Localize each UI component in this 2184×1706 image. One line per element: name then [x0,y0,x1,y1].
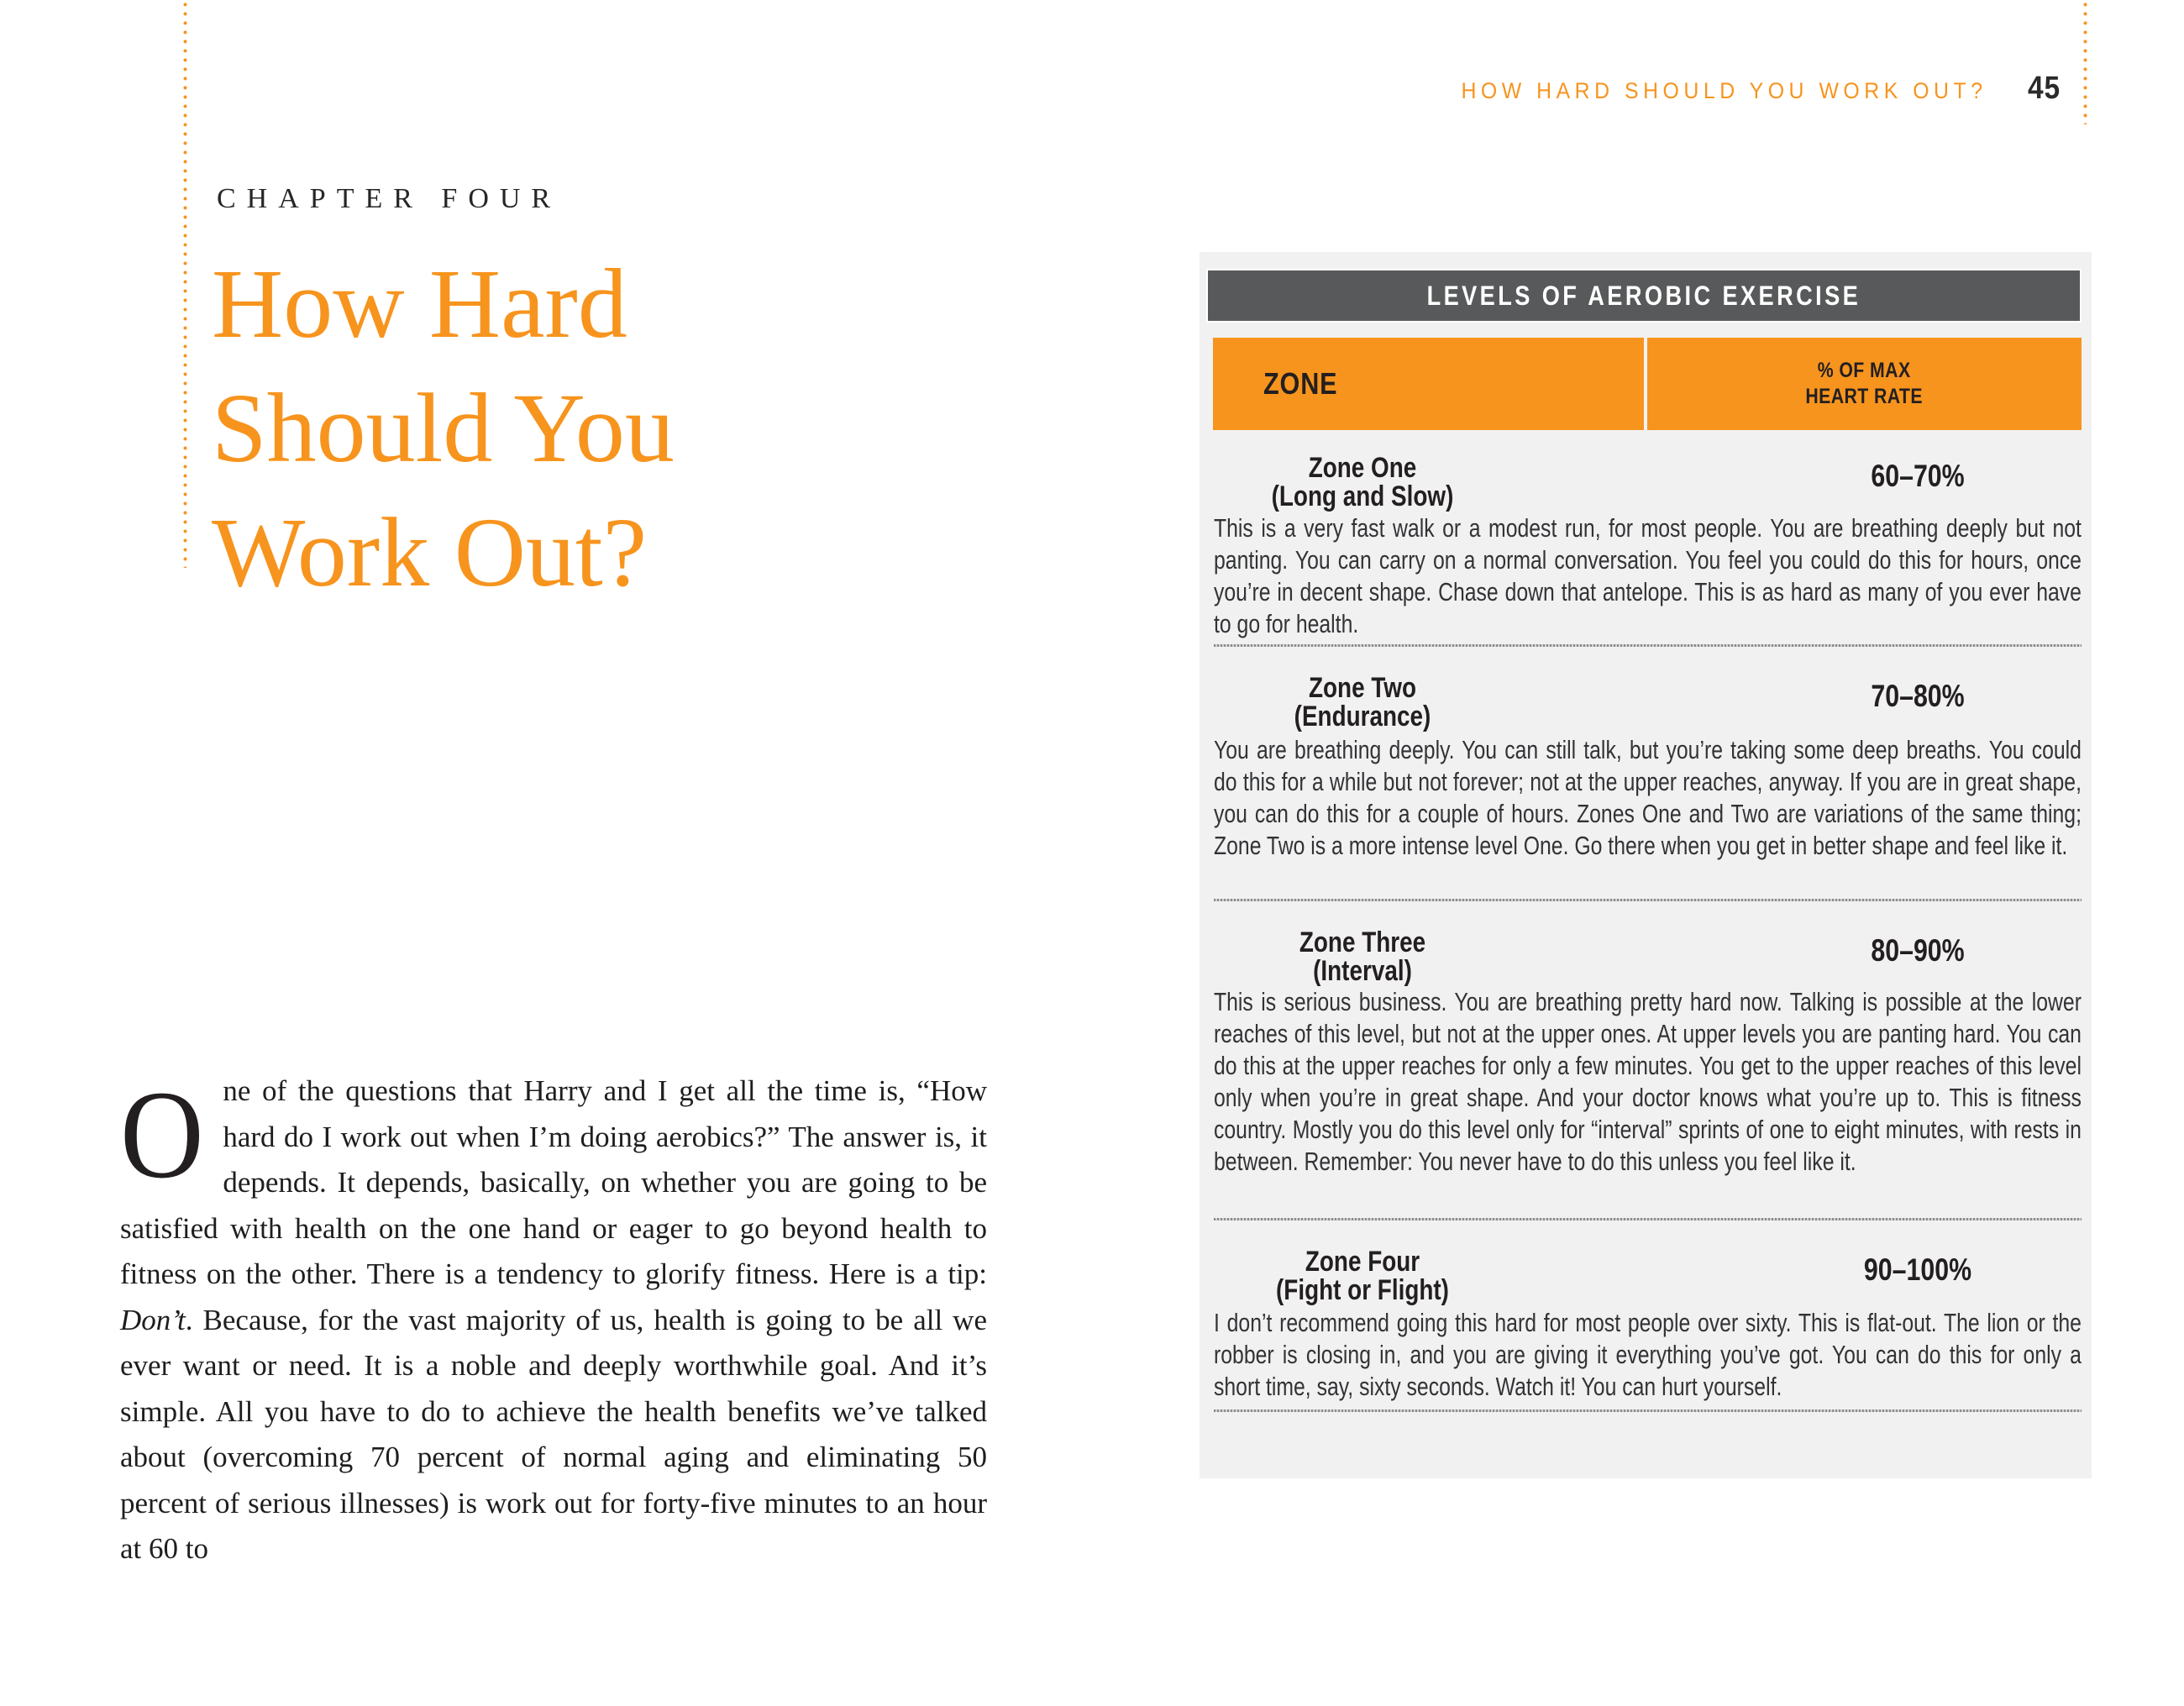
aerobic-levels-table [1200,252,2092,1478]
chapter-title-line-3: Work Out? [212,497,648,607]
table-row-zone-four-heading [1214,1247,2082,1304]
header-dotted-rule [2083,0,2087,124]
running-header [1008,71,2065,107]
zone-one-name [1241,454,1484,511]
zone-sub-line: (Long and Slow) [1271,480,1454,512]
zone-four-pct: 90–100% [1863,1252,1972,1287]
row-divider [1214,1218,2082,1220]
column-header-zone [1213,338,1644,430]
zone-four-description: I don’t recommend going this hard for most people over sixty. This is flat-out. The lion or the robber is closing in, and you are giving it everything you’ve got. You can do this for only a short time, say, sixty seconds. Watch it! You can hurt yourself. [1214,1308,2082,1401]
paragraph-text-before: ne of the questions that Harry and I get all the time is, “How hard do I work out when I’m doing aerobics?” The answer is, it depends. It depends, basically, on whether you are going to be satisfied with health on the one hand or eager to go beyond health to fitness on the other. There is a tendency to glorify fitness. Here is a tip: [120,1074,987,1290]
zone-name-line: Zone One [1308,452,1417,484]
zone-sub-line: (Fight or Flight) [1276,1274,1449,1306]
drop-cap: O [120,1065,204,1205]
chapter-title-line-1: How Hard [212,249,627,359]
table-row-zone-one-heading [1214,454,2082,511]
chapter-label: CHAPTER FOUR [217,183,562,214]
zone-name-line: Zone Three [1299,926,1426,958]
zone-name-line: Zone Two [1308,672,1417,704]
zone-one-pct: 60–70% [1871,459,1965,493]
column-header-zone-label: ZONE [1263,366,1338,401]
row-divider [1214,1409,2082,1412]
zone-two-description: You are breathing deeply. You can still talk, but you’re taking some deep breaths. You could do this for a while but not forever; not at the upper reaches, anyway. If you are in great shape, you can do this for a couple of hours. Zones One and Two are variations of the same thing; Zone Two is a more intense level One. Go there when you get in better shape and feel like it. [1214,735,2082,860]
zone-sub-line: (Interval) [1313,955,1412,987]
page-number: 45 [2027,71,2061,106]
zone-four-name [1241,1247,1484,1304]
pct-header-line-2: HEART RATE [1805,385,1924,408]
chapter-title [212,242,675,615]
column-header-max-heart-rate-label [1806,358,1924,410]
zone-name-line: Zone Four [1305,1246,1420,1278]
zone-three-description: This is serious business. You are breathing pretty hard now. Talking is possible at the lower reaches of this level, but not at the upper ones. At upper levels you are panting hard. You can do this at the upper reaches for only a few minutes. You get to the upper reaches of this level only when you’re in great shape. And your doctor knows what you’re up to. This is fitness country. Mostly you do this level only for “interval” sprints of one to eight minutes, with rests in between. Remember: You never have to do this unless you feel like it. [1214,987,2082,1176]
zone-one-description: This is a very fast walk or a modest run, for most people. You are breathing deeply but not panting. You can carry on a normal conversation. You feel you could do this for hours, once you’re in decent shape. Chase down that antelope. This is as hard as many of you ever have to go for health. [1214,513,2082,638]
zone-three-pct: 80–90% [1871,933,1965,968]
pct-header-line-1: % OF MAX [1818,359,1911,382]
zone-three-name [1241,928,1484,985]
running-header-title: HOW HARD SHOULD YOU WORK OUT? [1461,78,1987,103]
paragraph-text-after: . Because, for the vast majority of us, health is going to be all we ever want or need. It is a noble and deeply worthwhile goal. And it’s simple. All you have to do to achieve the health benefits we’ve talked about (overcoming 70 percent of normal aging and eliminating 50 percent of serious illnesses) is work out for forty-five minutes to an hour at 60 to [120,1303,987,1565]
column-header-max-heart-rate [1647,338,2082,430]
row-divider [1214,644,2082,647]
paragraph-italic-word: Don’t [120,1303,186,1336]
table-row-zone-two-heading [1214,674,2082,731]
zone-two-pct: 70–80% [1871,679,1965,713]
table-title: LEVELS OF AEROBIC EXERCISE [1426,280,1861,311]
zone-two-name [1241,674,1484,731]
zone-sub-line: (Endurance) [1294,701,1431,732]
table-title-bar [1206,269,2082,323]
body-paragraph [120,1065,987,1572]
row-divider [1214,899,2082,901]
table-row-zone-three-heading [1214,928,2082,985]
left-dotted-rule [183,0,187,568]
chapter-title-line-2: Should You [212,373,675,483]
